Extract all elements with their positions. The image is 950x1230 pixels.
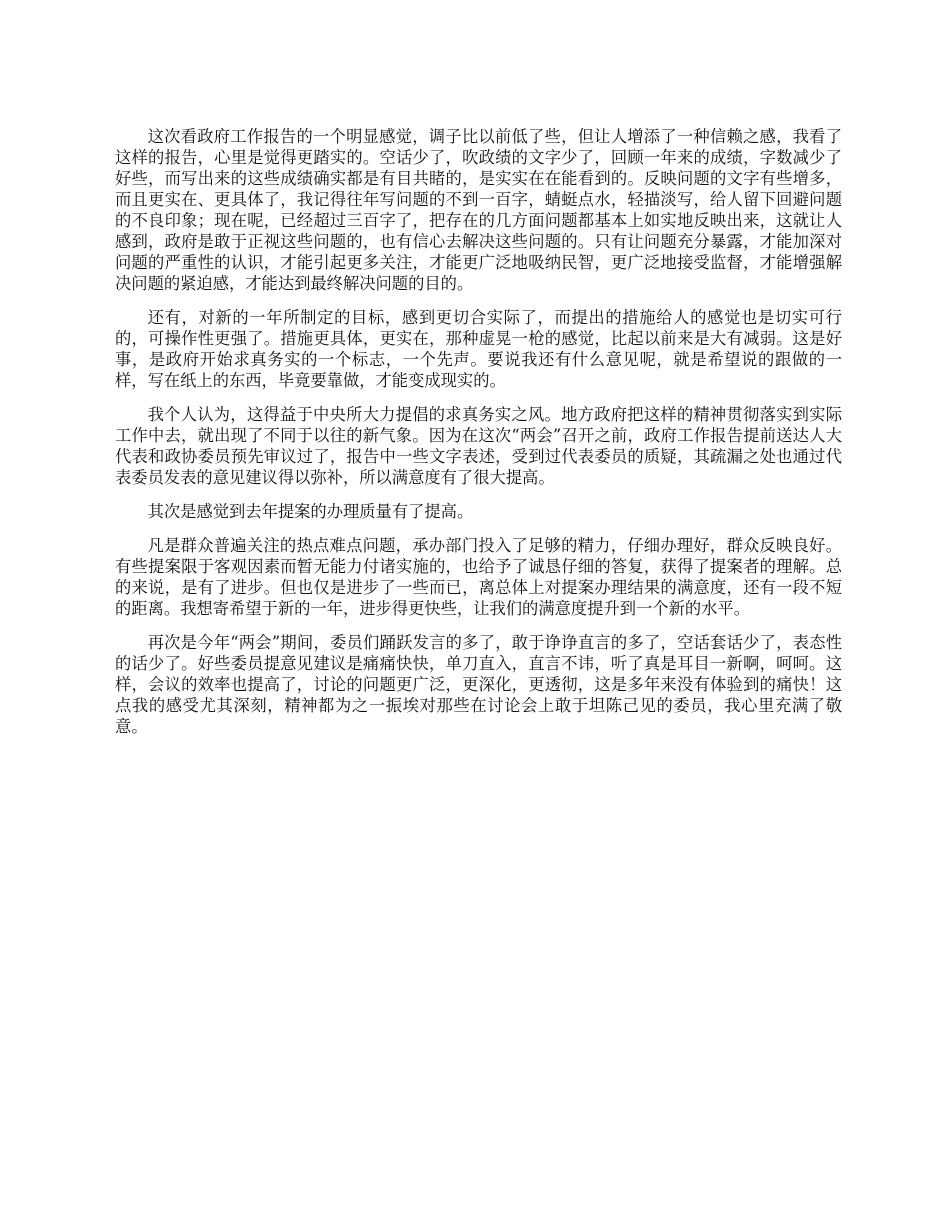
paragraph: 凡是群众普遍关注的热点难点问题，承办部门投入了足够的精力，仔细办理好，群众反映良好。有些提案限于客观因素而暂无能力付诸实施的，也给予了诚恳仔细的答复，获得了提案者的理解。总的来说，是有了进步。但也仅是进步了一些而已，离总体上对提案办理结果的满意度，还有一段不短的距离。我想寄希望于新的一年，进步得更快些，让我们的满意度提升到一个新的水平。 <box>115 536 842 618</box>
document-body <box>115 126 842 750</box>
paragraph: 还有，对新的一年所制定的目标，感到更切合实际了，而提出的措施给人的感觉也是切实可行的，可操作性更强了。措施更具体，更实在，那种虚晃一枪的感觉，比起以前来是大有减弱。这是好事，是政府开始求真务实的一个标志，一个先声。要说我还有什么意见呢，就是希望说的跟做的一样，写在纸上的东西，毕竟要靠做，才能变成现实的。 <box>115 308 842 390</box>
paragraph: 其次是感觉到去年提案的办理质量有了提高。 <box>147 502 474 521</box>
paragraph: 我个人认为，这得益于中央所大力提倡的求真务实之风。地方政府把这样的精神贯彻落实到实际工作中去，就出现了不同于以往的新气象。因为在这次“两会”召开之前，政府工作报告提前送达人大代表和政协委员预先审议过了，报告中一些文字表述，受到过代表委员的质疑，其疏漏之处也通过代表委员发表的意见建议得以弥补，所以满意度有了很大提高。 <box>115 405 842 487</box>
paragraph: 再次是今年“两会”期间，委员们踊跃发言的多了，敢于诤诤直言的多了，空话套话少了，表态性的话少了。好些委员提意见建议是痛痛快快，单刀直入，直言不讳，听了真是耳目一新啊，呵呵。这样，会议的效率也提高了，讨论的问题更广泛，更深化，更透彻，这是多年来没有体验到的痛快！这点我的感受尤其深刻，精神都为之一振埃对那些在讨论会上敢于坦陈己见的委员，我心里充满了敬意。 <box>115 633 842 736</box>
paragraph: 这次看政府工作报告的一个明显感觉，调子比以前低了些，但让人增添了一种信赖之感，我看了这样的报告，心里是觉得更踏实的。空话少了，吹政绩的文字少了，回顾一年来的成绩，字数减少了好些，而写出来的这些成绩确实都是有目共睹的，是实实在在能看到的。反映问题的文字有些增多，而且更实在、更具体了，我记得往年写问题的不到一百字，蜻蜓点水，轻描淡写，给人留下回避问题的不良印象；现在呢，已经超过三百字了，把存在的几方面问题都基本上如实地反映出来，这就让人感到，政府是敢于正视这些问题的，也有信心去解决这些问题的。只有让问题充分暴露，才能加深对问题的严重性的认识，才能引起更多关注，才能更广泛地吸纳民智，更广泛地接受监督，才能增强解决问题的紧迫感，才能达到最终解决问题的目的。 <box>115 127 842 293</box>
